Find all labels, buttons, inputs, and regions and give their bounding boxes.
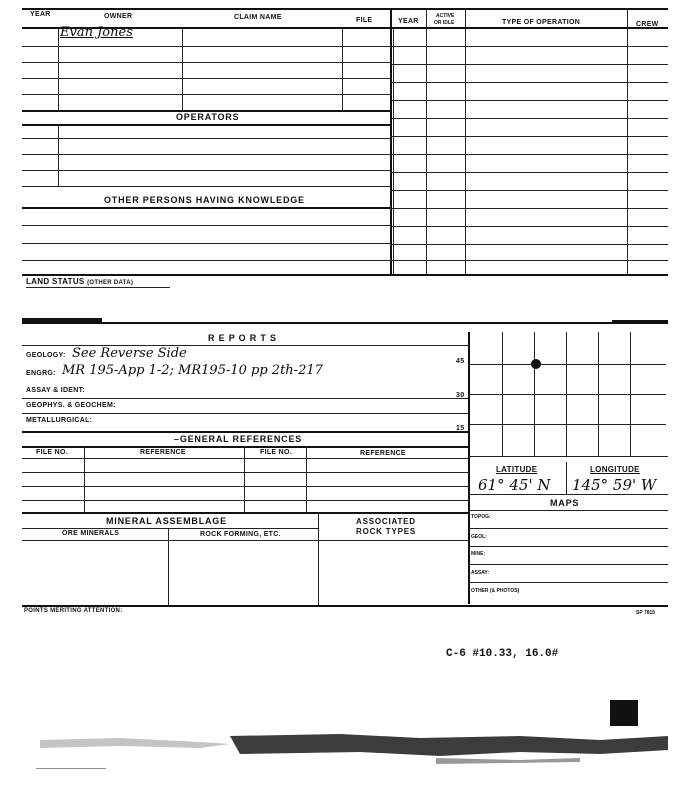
ops-row-line <box>390 172 668 173</box>
reports-top-rule <box>22 322 668 324</box>
points-meriting-label: POINTS MERITING ATTENTION: <box>24 608 123 614</box>
engrg-value: MR 195-App 1-2; MR195-10 pp 2th-217 <box>62 363 323 378</box>
ref-row-line <box>22 486 468 487</box>
coordinates-note: C-6 #10.33, 16.0# <box>446 648 559 660</box>
ops-row-line <box>390 154 668 155</box>
maps-row-line <box>468 528 668 529</box>
header-owner: OWNER <box>104 13 133 20</box>
header-file: FILE <box>356 17 373 24</box>
owner-col-line <box>182 28 183 110</box>
header-type-of-operation: TYPE OF OPERATION <box>502 19 581 26</box>
maps-mine: MINE: <box>471 551 486 557</box>
grid-line <box>470 424 666 425</box>
longitude-label: LONGITUDE <box>590 465 640 474</box>
operators-rule <box>22 124 390 126</box>
maps-row-line <box>468 564 668 565</box>
ops-col-line <box>393 28 394 276</box>
land-status-underline <box>26 287 170 288</box>
geophys-label: GEOPHYS. & GEOCHEM: <box>26 402 116 409</box>
associated-col-line <box>318 512 319 605</box>
operators-row-line <box>22 186 390 187</box>
scan-streak <box>36 768 106 769</box>
top-rule <box>22 8 668 10</box>
reports-bottom-rule <box>22 431 468 433</box>
num-30: 30 <box>456 392 465 399</box>
land-status-label <box>26 277 133 286</box>
grid-line <box>470 394 666 395</box>
mineral-rule <box>22 528 318 529</box>
ops-row-line <box>390 136 668 137</box>
maps-heading: MAPS <box>550 498 580 508</box>
rock-forming-label: ROCK FORMING, ETC. <box>200 531 281 538</box>
maps-row-line <box>468 582 668 583</box>
ops-row-line <box>390 64 668 65</box>
associated-heading: ASSOCIATED <box>356 517 416 526</box>
ops-row-line <box>390 244 668 245</box>
form-code: SP 7815 <box>636 610 656 616</box>
mineral-header-rule <box>22 540 468 541</box>
maps-other: OTHER (& PHOTOS) <box>471 588 520 594</box>
header-active: ACTIVE <box>436 13 455 19</box>
ref-file-no-2: FILE NO. <box>260 449 292 456</box>
ref-col-line <box>306 446 307 512</box>
operators-heading: OPERATORS <box>176 112 240 122</box>
land-status-sub: (OTHER DATA) <box>87 280 134 286</box>
header-year: YEAR <box>30 11 51 18</box>
engrg-label: ENGRG: <box>26 370 56 377</box>
ops-col-line <box>426 8 427 276</box>
operators-col-line <box>58 124 59 186</box>
location-grid <box>470 332 666 456</box>
operators-row-line <box>22 154 390 155</box>
ref-col-line <box>244 446 245 512</box>
assay-ident-label: ASSAY & IDENT: <box>26 387 86 394</box>
other-persons-rule <box>22 207 390 209</box>
ops-row-line <box>390 190 668 191</box>
ref-row-line <box>22 500 468 501</box>
other-persons-row-line <box>22 243 390 244</box>
header-year-2: YEAR <box>398 18 419 25</box>
ref-reference: REFERENCE <box>140 449 186 456</box>
owner-row-line <box>22 94 390 95</box>
owner-row-line <box>22 62 390 63</box>
maps-row-line <box>468 546 668 547</box>
land-status-rule <box>22 274 668 276</box>
latitude-label: LATITUDE <box>496 465 538 474</box>
reports-heading: R E P O R T S <box>208 333 277 343</box>
ref-header-rule <box>22 458 468 459</box>
rock-types-heading: ROCK TYPES <box>356 527 417 536</box>
ops-left-border <box>390 8 392 276</box>
reports-row-line <box>22 413 468 414</box>
num-15: 15 <box>456 425 465 432</box>
general-references-heading: –GENERAL REFERENCES <box>174 434 303 444</box>
ore-minerals-label: ORE MINERALS <box>62 530 120 537</box>
geology-value: See Reverse Side <box>72 346 187 361</box>
ops-row-line <box>390 208 668 209</box>
ops-row-line <box>390 260 668 261</box>
maps-geol: GEOL: <box>471 534 487 540</box>
mineral-col-line <box>168 528 169 605</box>
metallurgical-label: METALLURGICAL: <box>26 417 93 424</box>
owner-row-line <box>22 46 390 47</box>
other-persons-row-line <box>22 260 390 261</box>
ref-row-line <box>22 472 468 473</box>
ops-col-line <box>465 8 466 276</box>
ops-row-line <box>390 118 668 119</box>
ops-row-line <box>390 46 668 47</box>
location-grid-bottom <box>468 456 668 457</box>
location-dot-marker <box>531 359 541 369</box>
ops-col-line <box>627 8 628 276</box>
lat-long-rule <box>468 494 668 495</box>
num-45: 45 <box>456 358 465 365</box>
header-or-idle: OR IDLE <box>434 20 455 26</box>
maps-assay: ASSAY: <box>471 570 490 576</box>
gen-ref-rule <box>22 446 468 448</box>
owner-col-line <box>342 28 343 110</box>
reports-row-line <box>22 398 468 399</box>
grid-line <box>470 364 666 365</box>
points-rule <box>22 605 668 607</box>
ops-row-line <box>390 226 668 227</box>
ref-col-line <box>84 446 85 512</box>
other-persons-heading: OTHER PERSONS HAVING KNOWLEDGE <box>104 195 305 205</box>
ref-file-no: FILE NO. <box>36 449 68 456</box>
maps-topog: TOPOG: <box>471 514 491 520</box>
ops-row-line <box>390 100 668 101</box>
owner-row-line <box>22 78 390 79</box>
general-references-text: GENERAL REFERENCES <box>179 434 303 444</box>
owner-entry: Evan Jones <box>60 25 133 40</box>
land-status-text: LAND STATUS <box>26 277 85 286</box>
ref-reference-2: REFERENCE <box>360 450 406 457</box>
header-crew: CREW <box>636 21 659 28</box>
longitude-value: 145° 59' W <box>572 476 657 494</box>
scan-noise-band <box>0 722 678 772</box>
operators-row-line <box>22 170 390 171</box>
latitude-value: 61° 45' N <box>478 476 551 494</box>
ops-row-line <box>390 82 668 83</box>
ref-bottom-rule <box>22 512 468 514</box>
lat-long-divider <box>566 462 567 494</box>
maps-rule <box>468 510 668 511</box>
geology-label: GEOLOGY: <box>26 352 66 359</box>
mineral-assemblage-heading: MINERAL ASSEMBLAGE <box>106 516 227 526</box>
header-claim-name: CLAIM NAME <box>234 14 282 21</box>
owner-col-line <box>58 28 59 110</box>
other-persons-row-line <box>22 225 390 226</box>
operators-row-line <box>22 138 390 139</box>
